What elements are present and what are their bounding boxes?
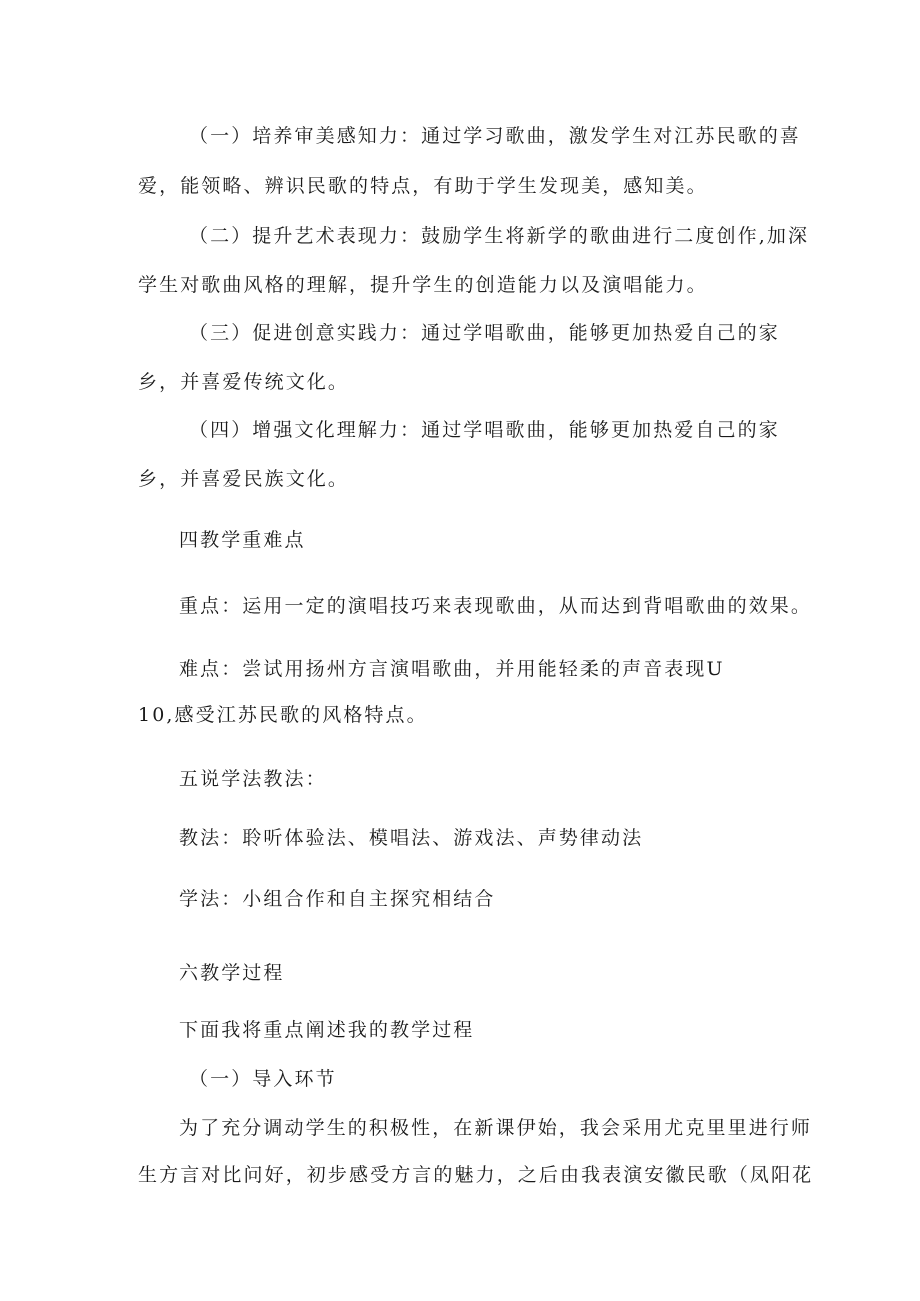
- difficulty-text-cont: 10,感受江苏民歌的风格特点。: [138, 704, 428, 726]
- subsection-heading-intro: （一）导入环节: [189, 1068, 337, 1090]
- section-heading-process: 六教学过程: [179, 962, 285, 984]
- learning-methods-text: 学法：小组合作和自主探究相结合: [179, 888, 496, 910]
- intro-paragraph-text-cont: 生方言对比问好，初步感受方言的魅力，之后由我表演安徽民歌（凤阳花: [138, 1164, 814, 1186]
- section-heading-key-points: 四教学重难点: [179, 529, 306, 551]
- teaching-methods-text: 教法：聆听体验法、模唱法、游戏法、声势律动法: [179, 827, 644, 849]
- difficulty-text: 难点：尝试用扬州方言演唱歌曲，并用能轻柔的声音表现U: [179, 658, 725, 680]
- goal-4-text: （四）增强文化理解力：通过学唱歌曲，能够更加热爱自己的家: [189, 419, 780, 441]
- section-heading-methods: 五说学法教法：: [179, 768, 327, 790]
- key-point-text: 重点：运用一定的演唱技巧来表现歌曲，从而达到背唱歌曲的效果。: [179, 595, 813, 617]
- intro-paragraph-text: 为了充分调动学生的积极性，在新课伊始，我会采用尤克里里进行师: [179, 1117, 813, 1139]
- goal-2-text-cont: 学生对歌曲风格的理解，提升学生的创造能力以及演唱能力。: [138, 274, 708, 296]
- process-intro-text: 下面我将重点阐述我的教学过程: [179, 1019, 475, 1041]
- goal-1-text: （一）培养审美感知力：通过学习歌曲，激发学生对江苏民歌的喜: [189, 125, 801, 147]
- goal-3-text-cont: 乡，并喜爱传统文化。: [138, 371, 350, 393]
- goal-4-text-cont: 乡，并喜爱民族文化。: [138, 468, 350, 490]
- goal-2-text: （二）提升艺术表现力：鼓励学生将新学的歌曲进行二度创作,加深: [189, 225, 810, 247]
- goal-3-text: （三）促进创意实践力：通过学唱歌曲，能够更加热爱自己的家: [189, 322, 780, 344]
- goal-1-text-cont: 爱，能领略、辨识民歌的特点，有助于学生发现美，感知美。: [138, 175, 708, 197]
